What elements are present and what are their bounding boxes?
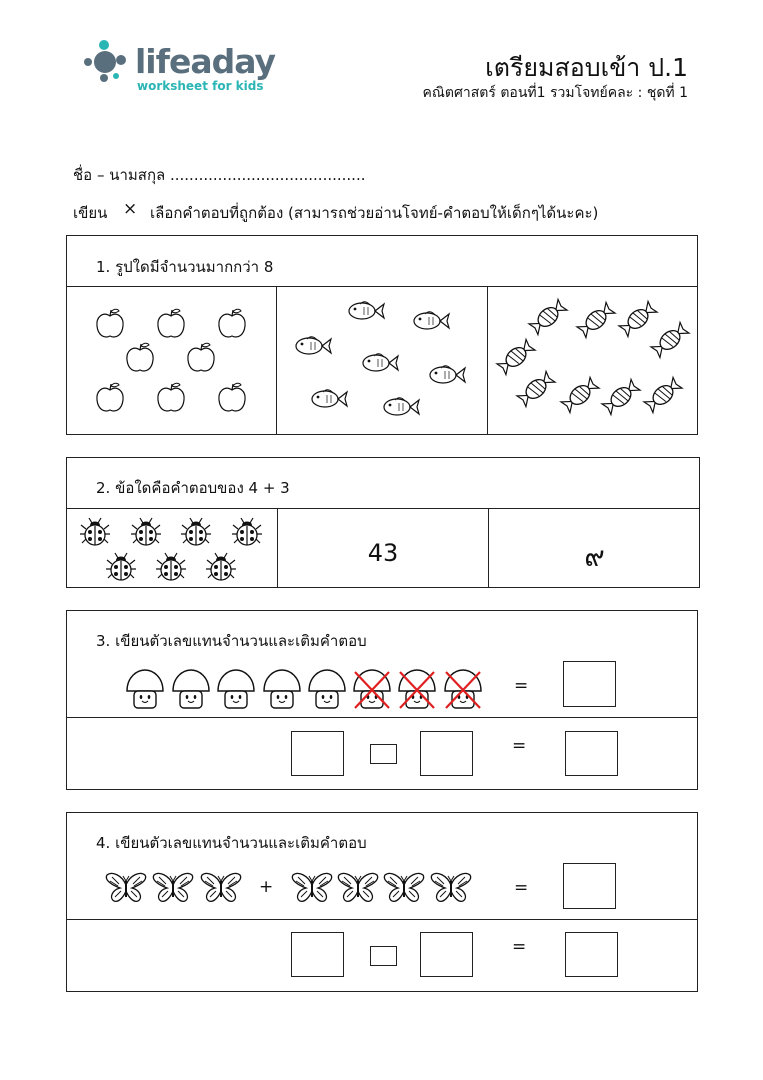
q3-first-number-box[interactable] xyxy=(291,731,344,776)
page-title: เตรียมสอบเข้า ป.1 xyxy=(485,53,688,82)
q2-option-thai-9[interactable] xyxy=(489,509,700,587)
butterfly-group-icon xyxy=(104,868,484,908)
question-1-prompt: 1. รูปใดมีจำนวนมากกว่า 8 xyxy=(96,258,274,276)
q4-second-number-box[interactable] xyxy=(420,932,473,977)
q4-equals-sign: = xyxy=(514,878,529,898)
student-name-line[interactable]: ชื่อ – นามสกุล ......................................... xyxy=(73,166,366,184)
instruction-write-label: เขียน xyxy=(73,204,108,222)
q2-option-thai-9-label: ๙ xyxy=(584,540,605,573)
q4-result-box[interactable] xyxy=(565,932,618,977)
q2-option-43[interactable] xyxy=(278,509,488,587)
q1-option-apples[interactable] xyxy=(67,287,276,434)
question-4-prompt: 4. เขียนตัวเลขแทนจำนวนและเติมคำตอบ xyxy=(96,834,367,852)
cross-mark-icon: × xyxy=(123,199,138,219)
q4-plus-sign: + xyxy=(259,877,274,897)
question-2-prompt: 2. ข้อใดคือคำตอบของ 4 + 3 xyxy=(96,479,290,497)
lifeaday-logo-icon xyxy=(82,38,132,88)
q3-result-box[interactable] xyxy=(565,731,618,776)
page-subtitle: คณิตศาสตร์ ตอนที่1 รวมโจทย์คละ : ชุดที่ 1 xyxy=(422,85,688,101)
q3-answer-box[interactable] xyxy=(563,661,616,707)
fish-group-icon xyxy=(277,287,487,434)
q3-equals-sign: = xyxy=(514,676,529,696)
q3-operator-box[interactable] xyxy=(370,744,397,764)
q2-option-ladybugs[interactable] xyxy=(67,509,277,587)
ladybug-group-icon xyxy=(67,509,277,587)
q3-second-number-box[interactable] xyxy=(420,731,473,776)
q4-equals-sign-2: = xyxy=(512,937,527,957)
q4-first-number-box[interactable] xyxy=(291,932,344,977)
q4-answer-box[interactable] xyxy=(563,863,616,909)
candy-group-icon xyxy=(488,287,697,434)
q1-option-candies[interactable] xyxy=(488,287,697,434)
q4-operator-box[interactable] xyxy=(370,946,397,966)
apple-group-icon xyxy=(67,287,276,434)
instruction-text: เลือกคำตอบที่ถูกต้อง (สามารถช่วยอ่านโจทย์-คำตอบให้เด็กๆได้นะคะ) xyxy=(150,204,599,222)
mushroom-group-icon xyxy=(125,666,495,716)
q3-equals-sign-2: = xyxy=(512,736,527,756)
q1-option-fish[interactable] xyxy=(277,287,487,434)
question-3-prompt: 3. เขียนตัวเลขแทนจำนวนและเติมคำตอบ xyxy=(96,632,367,650)
logo-tagline: worksheet for kids xyxy=(137,79,264,93)
q2-option-43-label: 43 xyxy=(367,539,399,567)
logo-wordmark: lifeaday xyxy=(135,42,276,81)
